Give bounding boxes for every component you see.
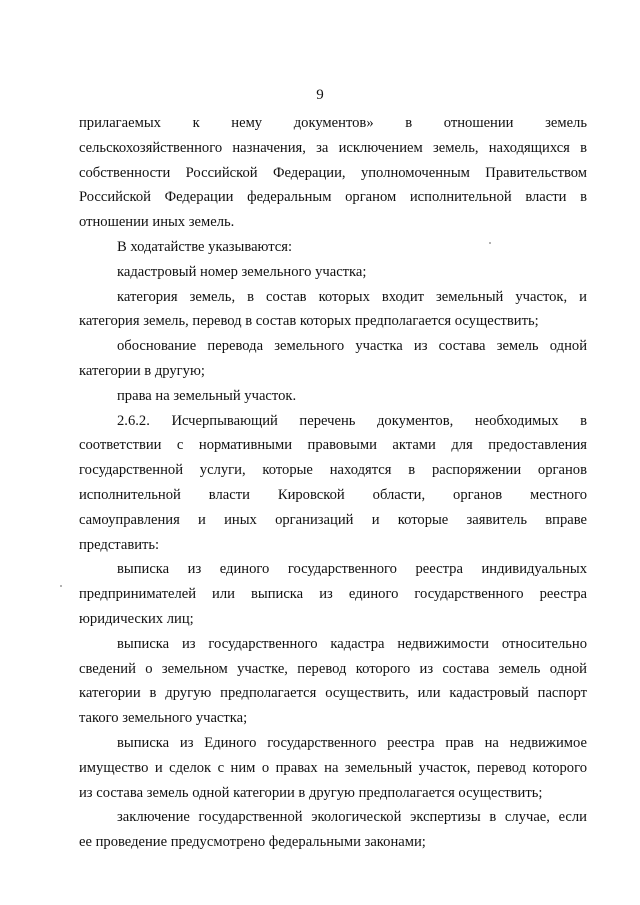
text-line: выписка из Единого государственного реестра прав на недвижимое xyxy=(117,734,587,751)
text-line: В ходатайстве указываются: xyxy=(117,238,293,255)
text-line: из состава земель одной категории в другую предполагается осуществить; xyxy=(79,784,543,801)
text-line: категории в другую; xyxy=(79,362,205,379)
text-line: отношении иных земель. xyxy=(79,214,235,231)
page-number: 9 xyxy=(316,87,324,103)
text-line: самоуправления и иных организаций и которые заявитель вправе xyxy=(79,511,587,528)
scan-speck xyxy=(60,585,62,587)
text-line: соответствии с нормативными правовыми актами для предоставления xyxy=(79,437,587,454)
text-line: прилагаемых к нему документов» в отношении земель xyxy=(79,115,587,131)
text-line: такого земельного участка; xyxy=(79,710,248,727)
text-line: кадастровый номер земельного участка; xyxy=(117,263,367,280)
text-line: Российской Федерации федеральным органом исполнительной власти в xyxy=(79,189,587,206)
text-line: обоснование перевода земельного участка из состава земель одной xyxy=(117,338,587,355)
text-line: ее проведение предусмотрено федеральными законами; xyxy=(79,834,426,851)
text-line: 2.6.2. Исчерпывающий перечень документов, необходимых в xyxy=(117,412,587,429)
document-body xyxy=(79,111,587,855)
text-line: сведений о земельном участке, перевод которого из состава земель одной xyxy=(79,660,587,677)
text-line: выписка из государственного кадастра недвижимости относительно xyxy=(117,635,587,652)
text-line: исполнительной власти Кировской области, органов местного xyxy=(79,486,587,503)
text-line: имущество и сделок с ним о правах на земельный участок, перевод которого xyxy=(79,759,587,776)
scan-speck xyxy=(489,242,491,244)
text-line: заключение государственной экологической экспертизы в случае, если xyxy=(117,809,587,826)
text-line: собственности Российской Федерации, уполномоченным Правительством xyxy=(79,164,587,181)
text-line: выписка из единого государственного реестра индивидуальных xyxy=(117,561,587,578)
text-line: категория земель, перевод в состав которых предполагается осуществить; xyxy=(79,313,539,330)
text-line: права на земельный участок. xyxy=(117,387,297,404)
text-line: категория земель, в состав которых входит земельный участок, и xyxy=(117,288,587,305)
text-line: государственной услуги, которые находятся в распоряжении органов xyxy=(79,462,587,479)
text-line: предпринимателей или выписка из единого государственного реестра xyxy=(79,586,587,603)
text-line: представить: xyxy=(79,536,160,553)
text-line: сельскохозяйственного назначения, за исключением земель, находящихся в xyxy=(79,139,587,156)
text-line: юридических лиц; xyxy=(79,610,194,627)
text-line: категории в другую предполагается осуществить, или кадастровый паспорт xyxy=(79,685,587,702)
